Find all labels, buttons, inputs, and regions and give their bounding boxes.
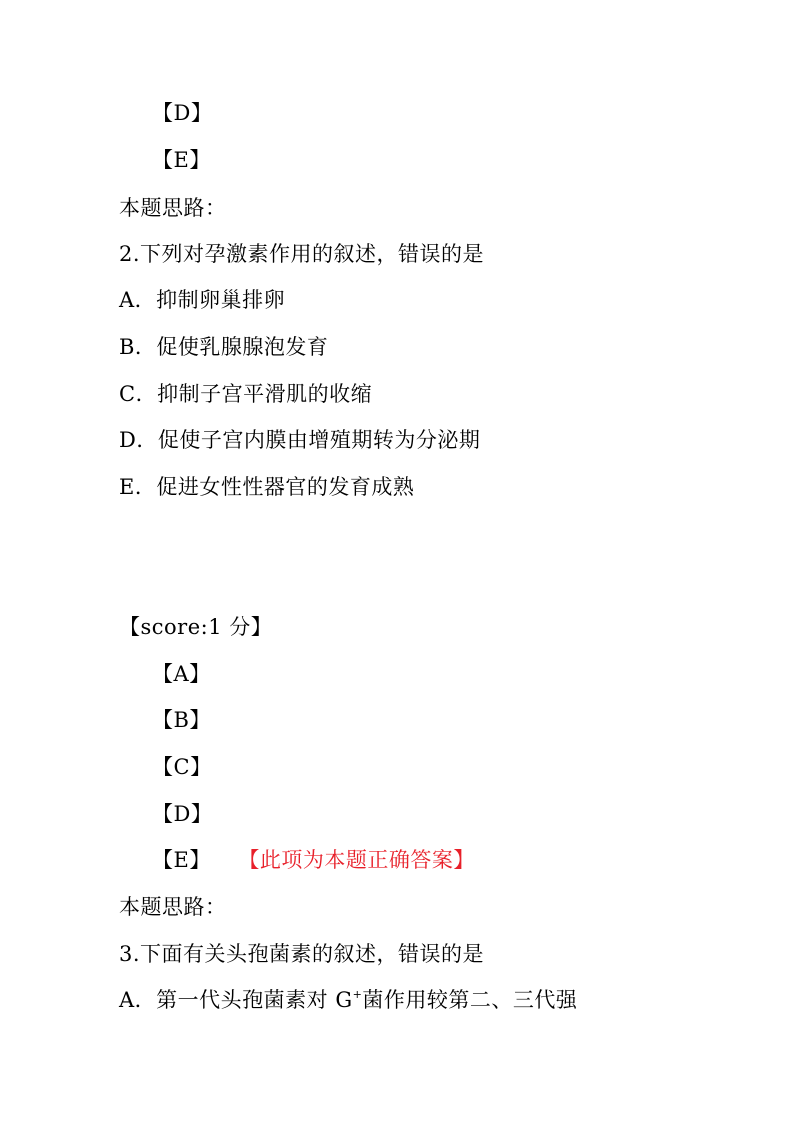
q2-option-e-row	[152, 846, 475, 874]
q2-choice-e: E．促进女性性器官的发育成熟	[119, 475, 415, 499]
q2-choice-b: B．促使乳腺腺泡发育	[119, 335, 329, 359]
q3-stem: 3.下面有关头孢菌素的叙述，错误的是	[119, 942, 485, 966]
q3-choice-a	[119, 986, 577, 1014]
q3-choice-a-text: A．第一代头孢菌素对 G	[119, 988, 353, 1012]
q2-choice-c: C．抑制子宫平滑肌的收缩	[119, 382, 373, 406]
q1-option-d: 【D】	[152, 101, 213, 125]
q2-choice-a: A．抑制卵巢排卵	[119, 288, 286, 312]
q2-option-b: 【B】	[152, 708, 211, 732]
q2-choice-d: D．促使子宫内膜由增殖期转为分泌期	[119, 428, 481, 452]
q1-option-e: 【E】	[152, 148, 211, 172]
q2-stem: 2.下列对孕激素作用的叙述，错误的是	[119, 242, 485, 266]
q3-choice-a-superscript: +	[352, 988, 363, 1001]
q2-option-a: 【A】	[152, 662, 211, 686]
q2-option-d: 【D】	[152, 802, 213, 826]
q2-explanation-label: 本题思路：	[119, 895, 227, 919]
q2-option-c: 【C】	[152, 755, 212, 779]
q2-score: 【score:1 分】	[119, 615, 273, 639]
correct-answer-marker: 【此项为本题正确答案】	[248, 848, 475, 872]
q2-option-e: 【E】	[152, 848, 211, 872]
q3-choice-a-text-cont: 菌作用较第二、三代强	[362, 988, 578, 1012]
q1-explanation-label: 本题思路：	[119, 196, 227, 220]
